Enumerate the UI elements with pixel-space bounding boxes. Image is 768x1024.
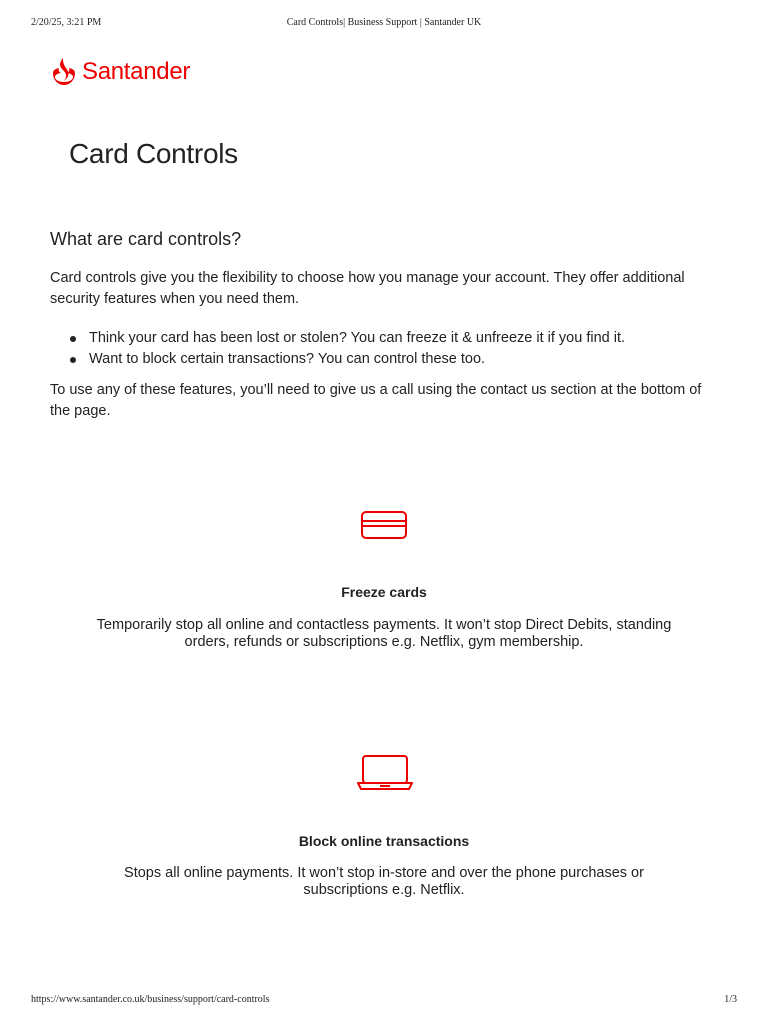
santander-logo[interactable] [50,57,190,87]
feature-title: Block online transactions [298,833,470,849]
intro-paragraph: Card controls give you the flexibility to choose how you manage your account. They offer additional security features when you need them. [50,270,685,307]
feature-description [84,617,684,651]
feature-bullet-list [50,328,720,370]
feature-description-text: Stops all online payments. It won’t stop in-store and over the phone purchases or subscriptions e.g. Netflix. [124,865,644,898]
section-heading: What are card controls? [50,229,242,249]
credit-card-icon [360,510,408,540]
print-datetime: 2/20/25, 3:21 PM [31,17,102,28]
feature-title: Freeze cards [341,584,427,600]
print-header [0,17,768,31]
santander-flame-icon [50,57,78,87]
list-item: Think your card has been lost or stolen? You can freeze it & unfreeze it if you find it. [50,328,720,349]
brand-name: Santander [82,58,191,85]
print-page-title: Card Controls| Business Support | Santander UK [286,17,482,28]
page-number: 1/3 [724,994,737,1005]
contact-instructions: To use any of these features, you’ll need to give us a call using the contact us section at the bottom of the page. [50,382,702,419]
feature-freeze-cards [0,584,768,600]
print-footer [0,994,768,1008]
feature-description-text: Temporarily stop all online and contactless payments. It won’t stop Direct Debits, standing orders, refunds or subscriptions e.g. Netflix, gym membership. [96,617,672,650]
feature-description [84,865,684,899]
page-title: Card Controls [69,138,238,169]
print-url: https://www.santander.co.uk/business/support/card-controls [31,994,270,1005]
list-item: Want to block certain transactions? You can control these too. [50,349,720,370]
feature-block-online [0,833,768,849]
laptop-icon [357,754,413,792]
